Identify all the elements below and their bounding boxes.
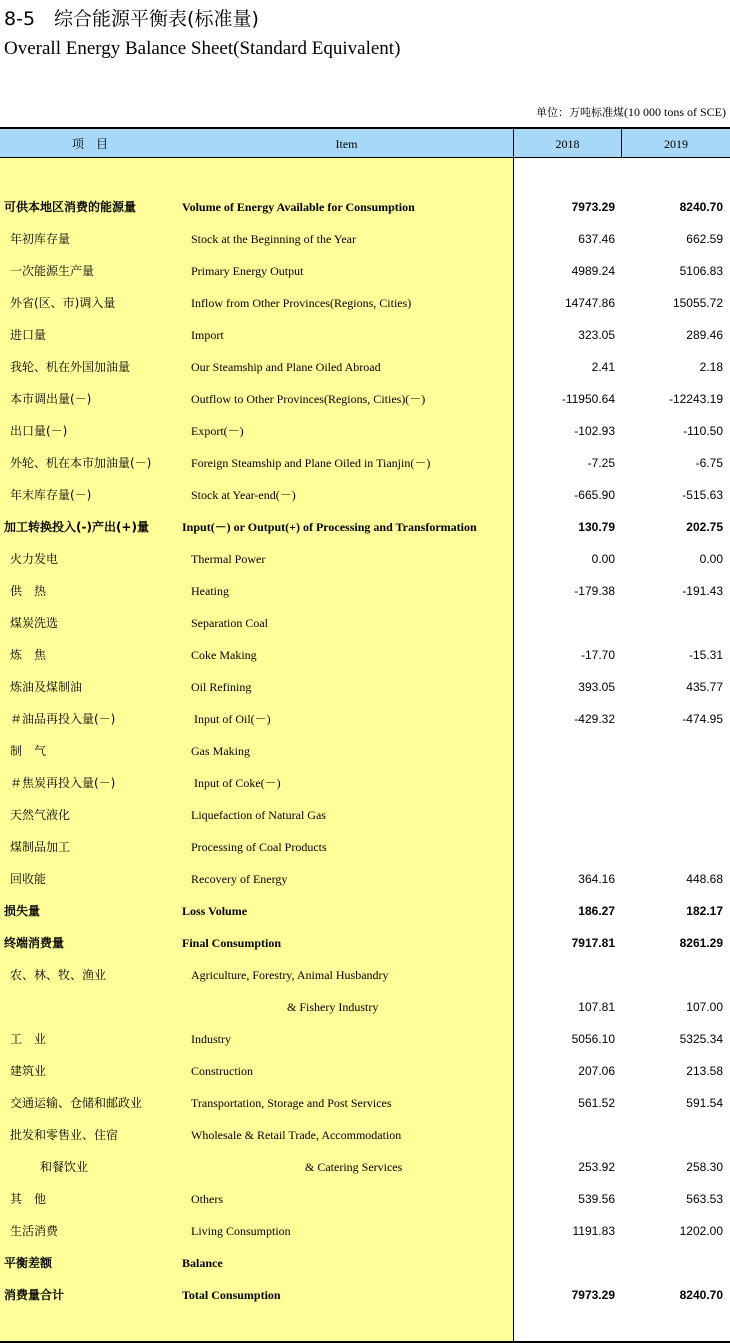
row-label-chinese: 终端消费量	[4, 936, 65, 950]
row-label-english: Living Consumption	[191, 1224, 291, 1238]
row-label-chinese: 本市调出量(－)	[10, 392, 92, 406]
row-label-chinese: 炼 焦	[10, 648, 47, 662]
header-year-2019: 2019	[664, 137, 688, 151]
value-2018: 637.46	[578, 232, 615, 246]
row-label-english: Processing of Coal Products	[191, 840, 327, 854]
value-2018: -102.93	[574, 424, 615, 438]
row-label-english: Coke Making	[191, 648, 257, 662]
value-2019: 435.77	[686, 680, 723, 694]
row-label-chinese: 我轮、机在外国加油量	[10, 360, 131, 374]
value-2019: 563.53	[686, 1192, 723, 1206]
row-label-chinese: 火力发电	[10, 552, 59, 566]
table-row	[0, 319, 730, 351]
row-label-english: Final Consumption	[182, 936, 282, 950]
table-row	[0, 927, 730, 959]
value-2018: 253.92	[578, 1160, 615, 1174]
table-row	[0, 1151, 730, 1183]
table-row	[0, 799, 730, 831]
header-column-divider	[621, 129, 622, 157]
value-2018: -665.90	[574, 488, 615, 502]
value-2018: 130.79	[578, 520, 615, 534]
row-label-chinese: ＃油品再投入量(－)	[10, 712, 116, 726]
row-label-english: Recovery of Energy	[191, 872, 288, 886]
table-row	[0, 863, 730, 895]
row-label-english: Outflow to Other Provinces(Regions, Cities)(－)	[191, 392, 426, 406]
row-label-english: Construction	[191, 1064, 253, 1078]
row-label-english: Export(－)	[191, 424, 244, 438]
row-label-english: Volume of Energy Available for Consumption	[182, 200, 415, 214]
table-row	[0, 351, 730, 383]
row-label-chinese: 损失量	[4, 904, 41, 918]
row-label-english: Input of Coke(－)	[194, 776, 281, 790]
table-row	[0, 703, 730, 735]
value-2018: 393.05	[578, 680, 615, 694]
value-2018: -11950.64	[561, 392, 615, 406]
value-2019: 258.30	[686, 1160, 723, 1174]
row-label-english: Industry	[191, 1032, 231, 1046]
value-2018: 561.52	[578, 1096, 615, 1110]
row-label-chinese: 炼油及煤制油	[10, 680, 83, 694]
row-label-english: Input(－) or Output(+) of Processing and Transformation	[182, 520, 477, 534]
value-2018: 107.81	[578, 1000, 615, 1014]
value-2018: 7917.81	[571, 936, 615, 950]
table-body	[0, 191, 730, 1311]
table-row	[0, 639, 730, 671]
value-2018: 207.06	[578, 1064, 615, 1078]
row-label-english: Balance	[182, 1256, 223, 1270]
row-label-chinese: 年末库存量(－)	[10, 488, 92, 502]
value-2019: -12243.19	[668, 392, 723, 406]
table-row	[0, 767, 730, 799]
value-2018: 539.56	[578, 1192, 615, 1206]
table-row	[0, 287, 730, 319]
value-2019: 8261.29	[679, 936, 723, 950]
row-label-english: Gas Making	[191, 744, 250, 758]
value-2019: 213.58	[686, 1064, 723, 1078]
value-2019: 591.54	[686, 1096, 723, 1110]
value-2018: 186.27	[578, 904, 615, 918]
value-2019: -15.31	[688, 648, 723, 662]
value-2019: -191.43	[682, 584, 723, 598]
table-row	[0, 735, 730, 767]
value-2018: 7973.29	[571, 200, 615, 214]
table-row	[0, 1215, 730, 1247]
row-label-english: Agriculture, Forestry, Animal Husbandry	[191, 968, 389, 982]
value-2018: 323.05	[578, 328, 615, 342]
table-row	[0, 415, 730, 447]
row-label-chinese: 消费量合计	[4, 1288, 65, 1302]
table-row	[0, 511, 730, 543]
table-row	[0, 959, 730, 991]
row-label-chinese: 一次能源生产量	[10, 264, 95, 278]
table-row	[0, 383, 730, 415]
value-2019: 448.68	[686, 872, 723, 886]
row-label-english: Transportation, Storage and Post Services	[191, 1096, 392, 1110]
table-row	[0, 223, 730, 255]
row-label-chinese: 工 业	[10, 1032, 47, 1046]
value-2019: 5106.83	[679, 264, 723, 278]
table-row	[0, 1023, 730, 1055]
value-2018: 0.00	[591, 552, 615, 566]
value-2018: 364.16	[578, 872, 615, 886]
row-label-english: & Catering Services	[305, 1160, 403, 1174]
value-2019: 182.17	[686, 904, 723, 918]
table-row	[0, 479, 730, 511]
row-label-english: Input of Oil(－)	[194, 712, 271, 726]
table-row	[0, 255, 730, 287]
unit-label-chinese: 单位：万吨标准煤	[536, 106, 624, 119]
value-2019: -474.95	[682, 712, 723, 726]
value-2019: 1202.00	[679, 1224, 723, 1238]
table-row	[0, 831, 730, 863]
value-2019: -515.63	[682, 488, 723, 502]
row-label-english: Stock at Year-end(－)	[191, 488, 296, 502]
row-label-chinese: 供 热	[10, 584, 47, 598]
page-title-chinese: 8-5 综合能源平衡表(标准量)	[4, 8, 259, 30]
value-2018: -17.70	[580, 648, 615, 662]
row-label-chinese: 其 他	[10, 1192, 47, 1206]
row-label-chinese: 可供本地区消费的能源量	[4, 200, 137, 214]
row-label-chinese: 批发和零售业、住宿	[10, 1128, 119, 1142]
row-label-english: Others	[191, 1192, 223, 1206]
value-2019: -6.75	[695, 456, 723, 470]
row-label-english: & Fishery Industry	[287, 1000, 379, 1014]
row-label-english: Inflow from Other Provinces(Regions, Cities)	[191, 296, 412, 310]
table-row	[0, 895, 730, 927]
row-label-english: Import	[191, 328, 224, 342]
row-label-english: Foreign Steamship and Plane Oiled in Tianjin(－)	[191, 456, 431, 470]
row-label-chinese: ＃焦炭再投入量(－)	[10, 776, 116, 790]
row-label-chinese: 制 气	[10, 744, 47, 758]
row-label-chinese: 交通运输、仓储和邮政业	[10, 1096, 143, 1110]
row-label-chinese: 加工转换投入(-)产出(+)量	[4, 520, 149, 534]
row-label-english: Our Steamship and Plane Oiled Abroad	[191, 360, 381, 374]
row-label-chinese: 年初库存量	[10, 232, 71, 246]
value-2018: 1191.83	[572, 1224, 615, 1238]
row-label-chinese: 和餐饮业	[40, 1160, 89, 1174]
row-label-english: Stock at the Beginning of the Year	[191, 232, 356, 246]
table-row	[0, 1279, 730, 1311]
value-2019: 662.59	[686, 232, 723, 246]
value-2019: 107.00	[686, 1000, 723, 1014]
row-label-english: Thermal Power	[191, 552, 266, 566]
energy-balance-table	[0, 127, 730, 1343]
value-2019: 8240.70	[679, 1288, 723, 1302]
row-label-chinese: 外轮、机在本市加油量(－)	[10, 456, 152, 470]
row-label-english: Primary Energy Output	[191, 264, 304, 278]
table-row	[0, 191, 730, 223]
value-2019: 202.75	[686, 520, 723, 534]
unit-label-english: (10 000 tons of SCE)	[624, 105, 726, 119]
value-2018: 14747.86	[564, 296, 615, 310]
value-2019: 2.18	[699, 360, 723, 374]
row-label-chinese: 出口量(－)	[10, 424, 68, 438]
table-row	[0, 1087, 730, 1119]
row-label-english: Heating	[191, 584, 229, 598]
value-2018: 5056.10	[571, 1032, 615, 1046]
value-2018: -429.32	[574, 712, 615, 726]
table-row	[0, 991, 730, 1023]
value-2018: 4989.24	[571, 264, 615, 278]
row-label-chinese: 平衡差额	[4, 1256, 53, 1270]
row-label-english: Separation Coal	[191, 616, 268, 630]
value-2018: -179.38	[574, 584, 615, 598]
row-label-chinese: 建筑业	[10, 1064, 47, 1078]
value-2018: -7.25	[587, 456, 615, 470]
header-year-2018: 2018	[555, 137, 580, 151]
row-label-english: Total Consumption	[182, 1288, 281, 1302]
table-row	[0, 575, 730, 607]
row-label-chinese: 煤制品加工	[10, 840, 71, 854]
table-row	[0, 1247, 730, 1279]
row-label-chinese: 进口量	[10, 328, 47, 342]
header-item-chinese: 项 目	[71, 137, 108, 151]
table-row	[0, 1055, 730, 1087]
unit-label	[536, 104, 726, 120]
page-title-english: Overall Energy Balance Sheet(Standard Equivalent)	[4, 38, 401, 59]
table-row	[0, 543, 730, 575]
row-label-english: Liquefaction of Natural Gas	[191, 808, 326, 822]
value-2019: 5325.34	[679, 1032, 723, 1046]
row-label-chinese: 天然气液化	[10, 808, 71, 822]
value-2019: 15055.72	[672, 296, 723, 310]
table-row	[0, 671, 730, 703]
value-2019: 289.46	[686, 328, 723, 342]
value-2018: 2.41	[591, 360, 615, 374]
value-2019: 8240.70	[679, 200, 723, 214]
row-label-chinese: 外省(区、市)调入量	[10, 296, 116, 310]
value-2019: -110.50	[683, 424, 723, 438]
row-label-english: Oil Refining	[191, 680, 252, 694]
row-label-chinese: 回收能	[10, 872, 47, 886]
row-label-english: Loss Volume	[182, 904, 248, 918]
row-label-english: Wholesale & Retail Trade, Accommodation	[191, 1128, 402, 1142]
header-item-english: Item	[335, 137, 358, 151]
value-2019: 0.00	[699, 552, 723, 566]
value-2018: 7973.29	[571, 1288, 615, 1302]
table-row	[0, 607, 730, 639]
table-row	[0, 1119, 730, 1151]
row-label-chinese: 生活消费	[10, 1224, 59, 1238]
row-label-chinese: 农、林、牧、渔业	[10, 968, 107, 982]
row-label-chinese: 煤炭洗选	[10, 616, 59, 630]
table-row	[0, 1183, 730, 1215]
table-row	[0, 447, 730, 479]
